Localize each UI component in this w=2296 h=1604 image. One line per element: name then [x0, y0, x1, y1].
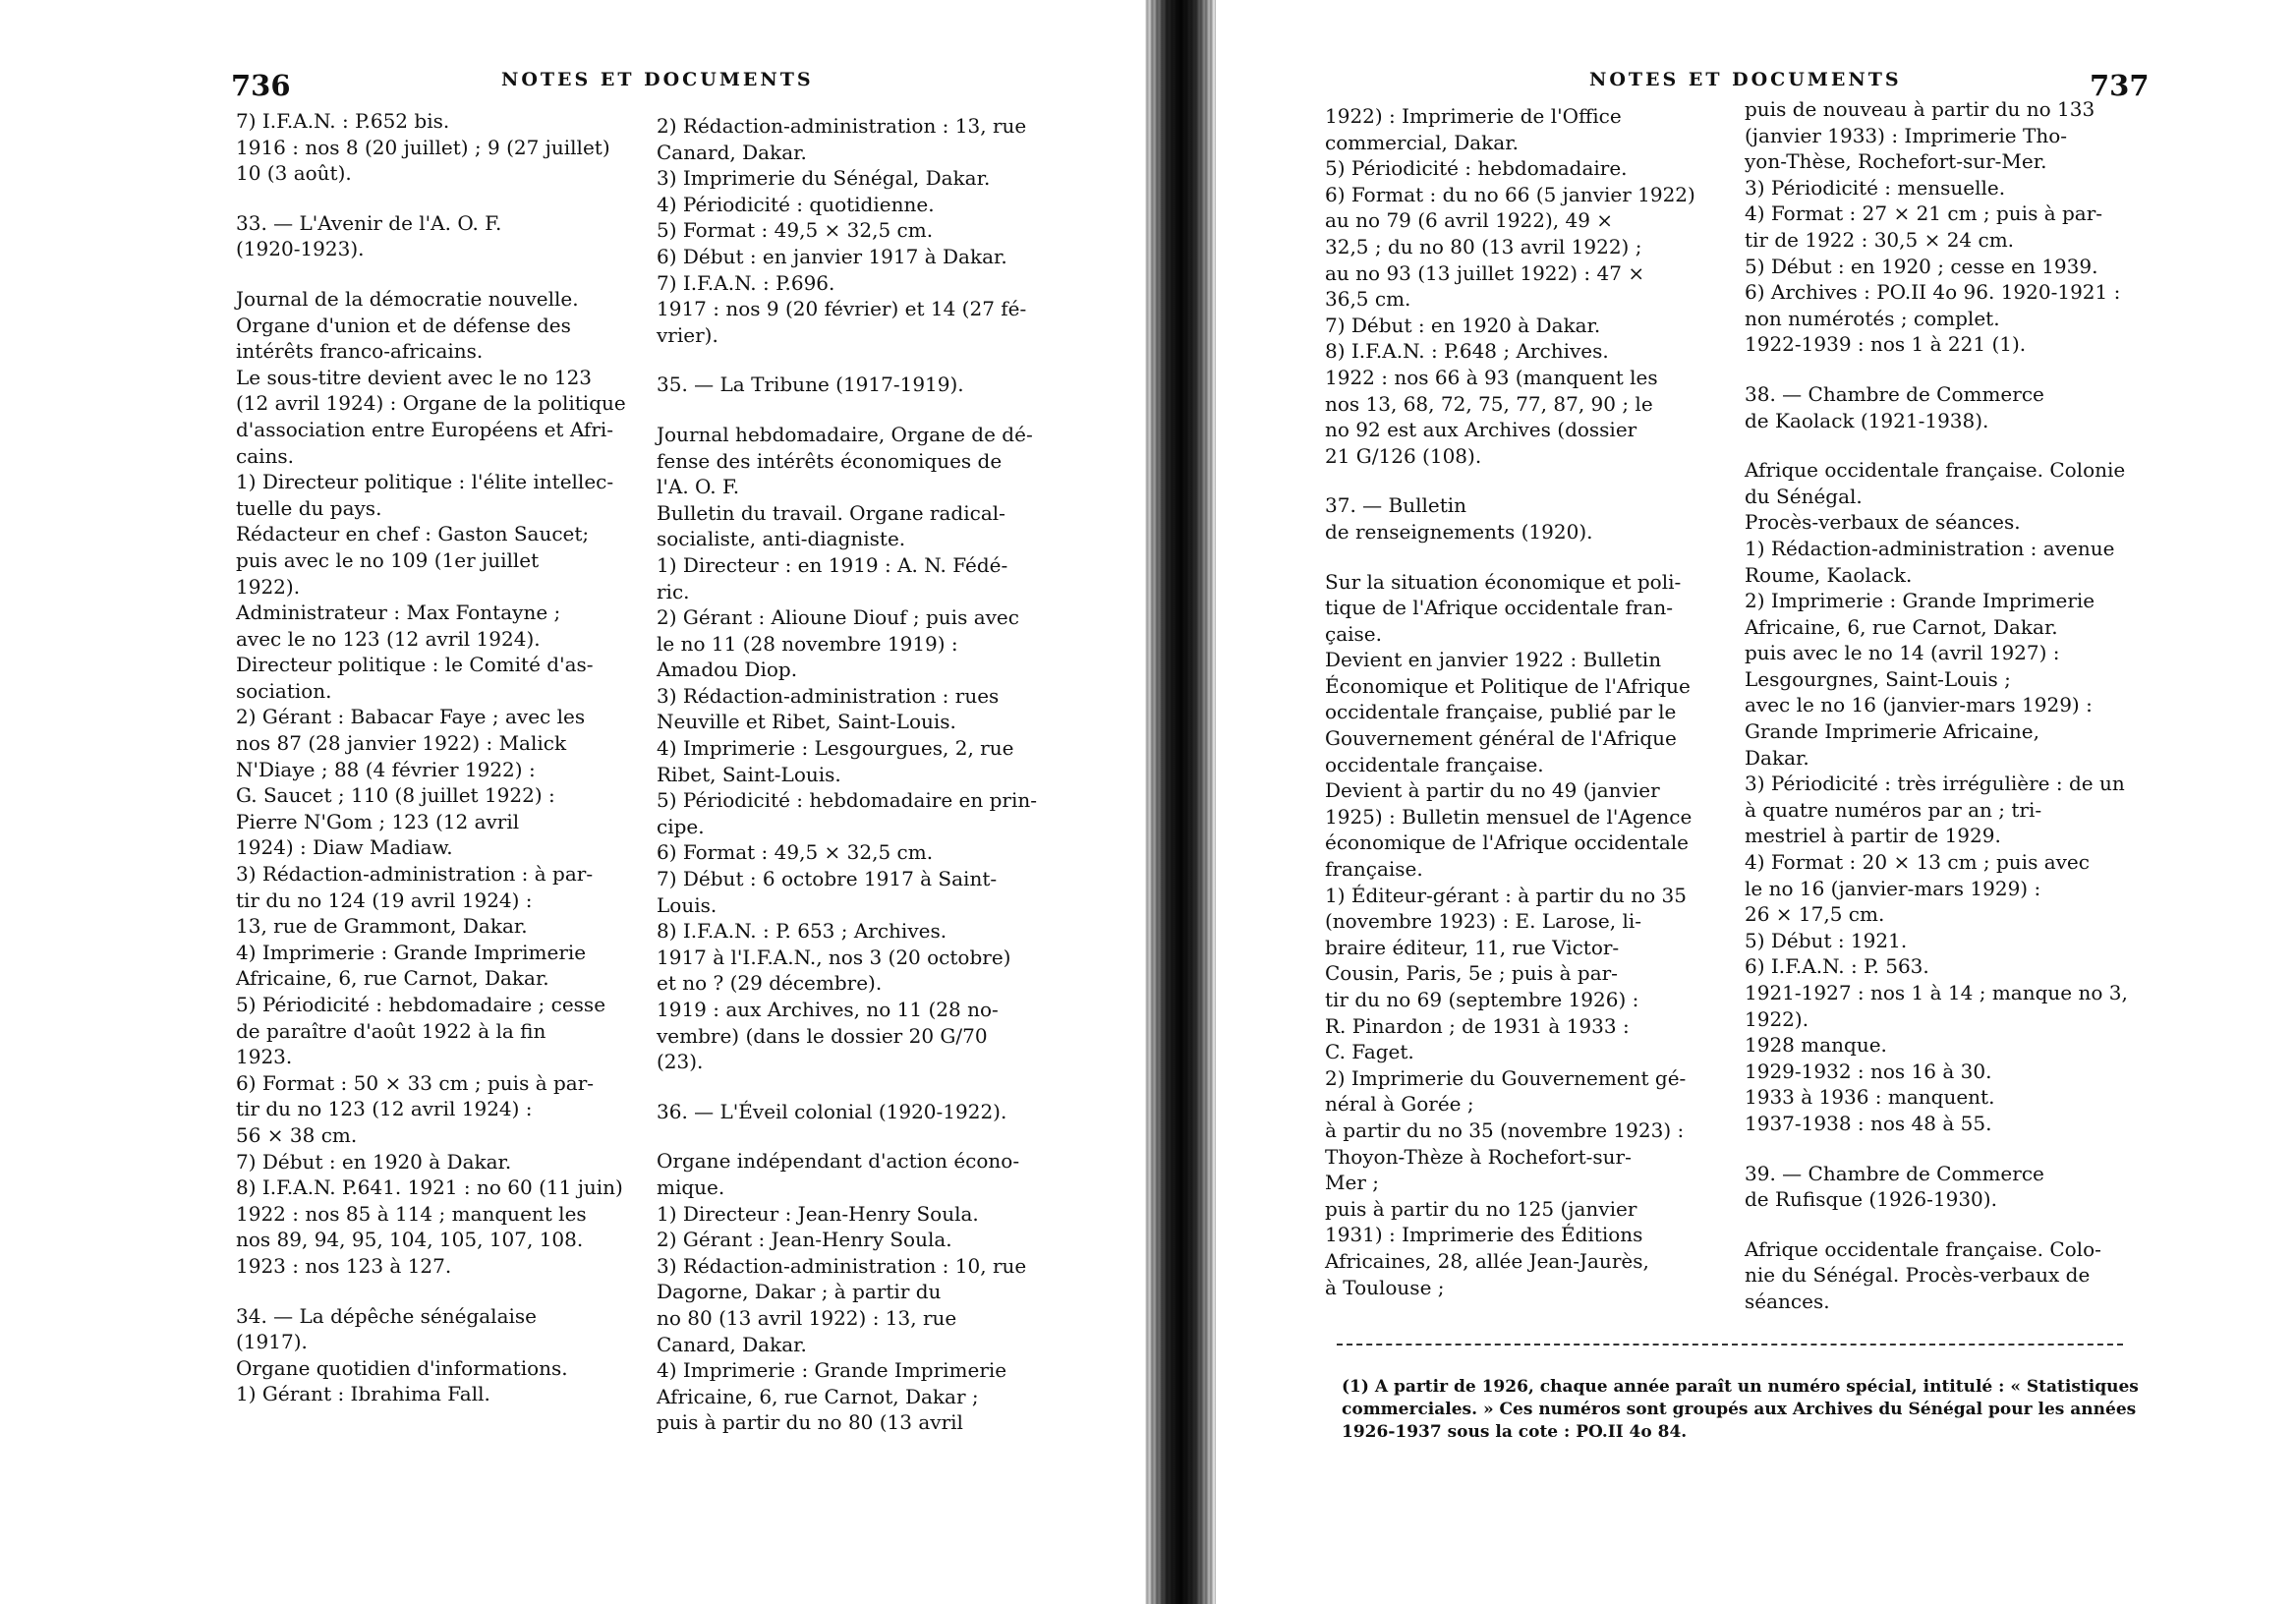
text-line: tir du no 123 (12 avril 1924) : — [236, 1097, 533, 1121]
text-line: puis avec le no 14 (avril 1927) : — [1745, 641, 2060, 665]
text-line: 4) Imprimerie : Grande Imprimerie — [657, 1358, 1007, 1383]
text-line: l'A. O. F. — [657, 475, 740, 499]
text-line: braire éditeur, 11, rue Victor- — [1325, 935, 1620, 959]
text-line: nos 13, 68, 72, 75, 77, 87, 90 ; le — [1325, 391, 1653, 416]
text-line: économique de l'Afrique occidentale — [1325, 831, 1690, 855]
text-line: 2) Imprimerie du Gouvernement gé- — [1325, 1065, 1687, 1090]
text-line: 5) Périodicité : hebdomadaire en prin- — [657, 788, 1038, 813]
text-line: 26 × 17,5 cm. — [1745, 902, 1885, 927]
text-line: 4) Format : 20 × 13 cm ; puis avec — [1745, 850, 2090, 875]
text-line: Pierre N'Gom ; 123 (12 avril — [236, 809, 520, 833]
text-line: au no 93 (13 juillet 1922) : 47 × — [1325, 260, 1645, 285]
text-line: 2) Gérant : Jean-Henry Soula. — [657, 1228, 952, 1252]
text-line: 1923. — [236, 1045, 293, 1069]
text-line: (novembre 1923) : E. Larose, li- — [1325, 909, 1642, 934]
text-line: Louis. — [657, 892, 718, 917]
text-line: 6) Début : en janvier 1917 à Dakar. — [657, 244, 1007, 268]
text-line: Gouvernement général de l'Afrique — [1325, 726, 1677, 751]
text-line: Journal de la démocratie nouvelle. — [236, 286, 579, 311]
text-line: 1924) : Diaw Madiaw. — [236, 835, 453, 860]
text-line: 1919 : aux Archives, no 11 (28 no- — [657, 998, 999, 1021]
text-line — [1325, 469, 1708, 492]
text-line: mique. — [657, 1174, 725, 1199]
text-line: 56 × 38 cm. — [236, 1122, 358, 1147]
text-line: 37. — Bulletin — [1325, 493, 1467, 518]
text-line: 1) Rédaction-administration : avenue — [1745, 536, 2115, 560]
text-line: commercial, Dakar. — [1325, 130, 1519, 154]
text-line: non numérotés ; complet. — [1745, 306, 2000, 330]
text-line: 3) Périodicité : très irrégulière : de un — [1745, 772, 2125, 796]
text-line: 1933 à 1936 : manquent. — [1745, 1085, 1995, 1110]
text-line: Mer ; — [1325, 1171, 1379, 1195]
text-line: 7) I.F.A.N. : P.696. — [657, 270, 835, 295]
text-line: 1931) : Imprimerie des Éditions — [1325, 1223, 1643, 1247]
text-line: Amadou Diop. — [657, 658, 798, 682]
text-line: 4) Périodicité : quotidienne. — [657, 192, 935, 216]
text-line: avec le no 123 (12 avril 1924). — [236, 626, 541, 651]
text-line: puis à partir du no 125 (janvier — [1325, 1196, 1637, 1221]
text-column-3 — [1325, 103, 1708, 1300]
text-line: 36,5 cm. — [1325, 287, 1411, 312]
text-line: à Toulouse ; — [1325, 1275, 1445, 1299]
text-line: intérêts franco-africains. — [236, 339, 484, 364]
text-line: de paraître d'août 1922 à la fin — [236, 1018, 546, 1043]
text-line: néral à Gorée ; — [1325, 1092, 1474, 1117]
text-line: Organe indépendant d'action écono- — [657, 1149, 1020, 1174]
text-line: 1916 : nos 8 (20 juillet) ; 9 (27 juillet) — [236, 135, 610, 159]
text-line: de renseignements (1920). — [1325, 519, 1593, 544]
text-line: 1922). — [236, 574, 301, 599]
text-line — [236, 1280, 639, 1303]
text-line: au no 79 (6 avril 1922), 49 × — [1325, 208, 1614, 233]
text-line: ric. — [657, 579, 690, 603]
text-line: 6) I.F.A.N. : P. 563. — [1745, 954, 1929, 979]
text-line: Neuville et Ribet, Saint-Louis. — [657, 710, 956, 734]
text-line: mestriel à partir de 1929. — [1745, 824, 2001, 848]
text-line: 7) Début : 6 octobre 1917 à Saint- — [657, 867, 998, 891]
text-line: 39. — Chambre de Commerce — [1745, 1161, 2044, 1185]
text-line: (1917). — [236, 1330, 308, 1354]
text-line — [1745, 1137, 2138, 1161]
text-line: 8) I.F.A.N. P.641. 1921 : no 60 (11 juin) — [236, 1175, 623, 1200]
text-line: française. — [1325, 857, 1423, 882]
text-line: Roume, Kaolack. — [1745, 562, 1913, 587]
text-line: 21 G/126 (108). — [1325, 443, 1482, 468]
text-line: de Rufisque (1926-1930). — [1745, 1187, 1997, 1212]
text-column-1 — [236, 108, 639, 1407]
text-line: 1923 : nos 123 à 127. — [236, 1253, 452, 1278]
text-line: 1922) : Imprimerie de l'Office — [1325, 104, 1622, 128]
text-line: 1928 manque. — [1745, 1033, 1887, 1058]
text-line: 13, rue de Grammont, Dakar. — [236, 914, 528, 939]
text-line: 1926-1937 sous la cote : PO.II 4o 84. — [1342, 1422, 1688, 1442]
text-line: Administrateur : Max Fontayne ; — [236, 601, 561, 625]
text-line: N'Diaye ; 88 (4 février 1922) : — [236, 757, 536, 781]
text-line: (1) A partir de 1926, chaque année paraît un numéro spécial, intitulé : « Statistiques — [1342, 1377, 2139, 1397]
text-line — [1745, 433, 2138, 457]
text-line: 1) Éditeur-gérant : à partir du no 35 — [1325, 883, 1687, 907]
text-line: R. Pinardon ; de 1931 à 1933 : — [1325, 1013, 1630, 1038]
text-line: 5) Début : en 1920 ; cesse en 1939. — [1745, 254, 2098, 278]
text-line: Rédacteur en chef : Gaston Saucet; — [236, 522, 590, 546]
text-line: à quatre numéros par an ; tri- — [1745, 797, 2042, 822]
text-line: 1925) : Bulletin mensuel de l'Agence — [1325, 804, 1693, 829]
text-line — [657, 1124, 1089, 1148]
text-line: Directeur politique : le Comité d'as- — [236, 653, 594, 677]
text-line: cipe. — [657, 814, 705, 838]
text-line: le no 16 (janvier-mars 1929) : — [1745, 876, 2041, 900]
text-line — [1325, 545, 1708, 569]
text-line: 7) Début : en 1920 à Dakar. — [1325, 313, 1601, 337]
text-line — [236, 262, 639, 286]
text-line: 2) Gérant : Alioune Diouf ; puis avec — [657, 605, 1019, 630]
text-line: 7) Début : en 1920 à Dakar. — [236, 1149, 512, 1174]
text-line: Afrique occidentale française. Colonie — [1745, 458, 2126, 483]
text-line — [1745, 358, 2138, 381]
text-line: 5) Début : 1921. — [1745, 928, 1908, 952]
text-line: 4) Imprimerie : Lesgourgues, 2, rue — [657, 736, 1014, 761]
text-line: tique de l'Afrique occidentale fran- — [1325, 596, 1673, 620]
text-line: nos 87 (28 janvier 1922) : Malick — [236, 731, 567, 756]
book-spine — [1145, 0, 1216, 1604]
text-line: vembre) (dans le dossier 20 G/70 — [657, 1023, 988, 1048]
text-line: le no 11 (28 novembre 1919) : — [657, 631, 958, 656]
text-line: 4) Format : 27 × 21 cm ; puis à par- — [1745, 201, 2103, 226]
text-line: du Sénégal. — [1745, 484, 1863, 508]
text-line — [236, 187, 639, 210]
text-line: 1922). — [1745, 1006, 1809, 1031]
text-line: Thoyon-Thèze à Rochefort-sur- — [1325, 1144, 1632, 1169]
text-line: 1917 à l'I.F.A.N., nos 3 (20 octobre) — [657, 945, 1011, 969]
text-line: Organe d'union et de défense des — [236, 313, 571, 337]
running-head-left: NOTES ET DOCUMENTS — [501, 69, 814, 90]
text-line: Sur la situation économique et poli- — [1325, 569, 1682, 594]
text-line: 5) Périodicité : hebdomadaire. — [1325, 156, 1628, 181]
text-line: 1) Directeur : Jean-Henry Soula. — [657, 1201, 979, 1226]
text-line: 3) Rédaction-administration : 10, rue — [657, 1253, 1027, 1278]
text-line: Lesgourgnes, Saint-Louis ; — [1745, 666, 2011, 691]
footnote-rule — [1337, 1344, 2123, 1346]
text-line: Canard, Dakar. — [657, 1332, 807, 1356]
text-line: no 80 (13 avril 1922) : 13, rue — [657, 1305, 957, 1330]
text-line: 1) Directeur politique : l'élite intellec- — [236, 470, 614, 494]
text-line: 32,5 ; du no 80 (13 avril 1922) ; — [1325, 234, 1642, 258]
text-line: sociation. — [236, 678, 332, 703]
text-line: 4) Imprimerie : Grande Imprimerie — [236, 940, 587, 964]
text-line: 3) Rédaction-administration : à par- — [236, 862, 594, 887]
text-line: 7) I.F.A.N. : P.652 bis. — [236, 109, 450, 133]
text-line: 1929-1932 : nos 16 à 30. — [1745, 1059, 1992, 1083]
text-column-4 — [1745, 96, 2138, 1315]
text-line: 6) Format : du no 66 (5 janvier 1922) — [1325, 182, 1695, 206]
text-line: d'association entre Européens et Afri- — [236, 417, 614, 441]
text-line: Canard, Dakar. — [657, 140, 807, 164]
text-line: 1922 : nos 85 à 114 ; manquent les — [236, 1201, 587, 1226]
page-number-left: 736 — [231, 69, 291, 102]
text-line — [657, 1075, 1089, 1099]
text-line: 2) Rédaction-administration : 13, rue — [657, 114, 1027, 138]
text-line: Africaine, 6, rue Carnot, Dakar. — [1745, 614, 2058, 639]
text-line: Devient à partir du no 49 (janvier — [1325, 778, 1660, 803]
running-head-right: NOTES ET DOCUMENTS — [1589, 69, 1902, 90]
text-line: et no ? (29 décembre). — [657, 971, 883, 996]
text-line: 35. — La Tribune (1917-1919). — [657, 372, 964, 397]
text-line: Le sous-titre devient avec le no 123 — [236, 365, 593, 389]
text-line: Africaines, 28, allée Jean-Jaurès, — [1325, 1248, 1649, 1273]
text-line: Grande Imprimerie Africaine, — [1745, 719, 2039, 744]
text-line: çaise. — [1325, 621, 1382, 646]
footnote — [1342, 1376, 2139, 1444]
text-line: tuelle du pays. — [236, 495, 382, 520]
text-line: 3) Périodicité : mensuelle. — [1745, 175, 2006, 200]
text-line: puis avec le no 109 (1er juillet — [236, 547, 540, 572]
text-line: occidentale française. — [1325, 752, 1544, 776]
text-line: Dakar. — [1745, 745, 1809, 770]
text-line: 1917 : nos 9 (20 février) et 14 (27 fé- — [657, 297, 1027, 321]
text-line: (12 avril 1924) : Organe de la politique — [236, 391, 626, 416]
text-line — [657, 398, 1089, 422]
text-line: Journal hebdomadaire, Organe de dé- — [657, 422, 1033, 446]
text-line: 33. — L'Avenir de l'A. O. F. — [236, 210, 502, 235]
text-line: à partir du no 35 (novembre 1923) : — [1325, 1117, 1685, 1142]
text-line: occidentale française, publié par le — [1325, 700, 1677, 724]
text-line: de Kaolack (1921-1938). — [1745, 408, 1989, 432]
text-line: (janvier 1933) : Imprimerie Tho- — [1745, 123, 2068, 147]
text-line: avec le no 16 (janvier-mars 1929) : — [1745, 693, 2093, 717]
text-line: 10 (3 août). — [236, 161, 352, 186]
text-line: 1937-1938 : nos 48 à 55. — [1745, 1111, 1992, 1135]
text-line: Afrique occidentale française. Colo- — [1745, 1236, 2101, 1261]
text-line: 2) Imprimerie : Grande Imprimerie — [1745, 589, 2095, 613]
text-line: 8) I.F.A.N. : P. 653 ; Archives. — [657, 919, 947, 944]
text-line: Devient en janvier 1922 : Bulletin — [1325, 648, 1662, 672]
text-line: 36. — L'Éveil colonial (1920-1922). — [657, 1099, 1007, 1123]
text-line: Procès-verbaux de séances. — [1745, 510, 2021, 535]
text-line: socialiste, anti-diagniste. — [657, 527, 906, 551]
text-line: (1920-1923). — [236, 237, 365, 261]
text-line: 1) Gérant : Ibrahima Fall. — [236, 1382, 490, 1406]
text-line — [657, 348, 1089, 372]
text-line: 1922 : nos 66 à 93 (manquent les — [1325, 365, 1658, 389]
text-line: 3) Imprimerie du Sénégal, Dakar. — [657, 166, 991, 191]
text-line: Africaine, 6, rue Carnot, Dakar. — [236, 966, 549, 991]
text-line: Africaine, 6, rue Carnot, Dakar ; — [657, 1384, 979, 1408]
text-line: 6) Format : 50 × 33 cm ; puis à par- — [236, 1070, 595, 1095]
text-line: tir du no 124 (19 avril 1924) : — [236, 888, 533, 912]
text-line: nie du Sénégal. Procès-verbaux de — [1745, 1263, 2091, 1288]
text-line: yon-Thèse, Rochefort-sur-Mer. — [1745, 149, 2047, 174]
text-line: 6) Archives : PO.II 4o 96. 1920-1921 : — [1745, 280, 2121, 305]
text-line: 5) Périodicité : hebdomadaire ; cesse — [236, 993, 606, 1016]
text-line: Cousin, Paris, 5e ; puis à par- — [1325, 961, 1618, 986]
text-line: Ribet, Saint-Louis. — [657, 762, 841, 786]
text-line — [1745, 1213, 2138, 1236]
text-line: 6) Format : 49,5 × 32,5 cm. — [657, 840, 934, 865]
text-line: 1921-1927 : nos 1 à 14 ; manque no 3, — [1745, 981, 2128, 1004]
text-column-2 — [657, 113, 1089, 1436]
text-line: 1) Directeur : en 1919 : A. N. Fédé- — [657, 552, 1008, 577]
text-line: 34. — La dépêche sénégalaise — [236, 1303, 537, 1328]
text-line: nos 89, 94, 95, 104, 105, 107, 108. — [236, 1228, 584, 1252]
text-line: tir de 1922 : 30,5 × 24 cm. — [1745, 227, 2015, 252]
text-line: commerciales. » Ces numéros sont groupés aux Archives du Sénégal pour les années — [1342, 1400, 2137, 1419]
text-line: 3) Rédaction-administration : rues — [657, 683, 1000, 708]
text-line: 8) I.F.A.N. : P.648 ; Archives. — [1325, 339, 1609, 364]
text-line: 38. — Chambre de Commerce — [1745, 381, 2044, 406]
text-line: cains. — [236, 443, 295, 468]
text-line: puis de nouveau à partir du no 133 — [1745, 97, 2095, 121]
text-line: 2) Gérant : Babacar Faye ; avec les — [236, 705, 586, 729]
text-line: puis à partir du no 80 (13 avril — [657, 1410, 963, 1435]
text-line: Bulletin du travail. Organe radical- — [657, 500, 1005, 525]
text-line: 5) Format : 49,5 × 32,5 cm. — [657, 218, 934, 243]
text-line: 1922-1939 : nos 1 à 221 (1). — [1745, 332, 2027, 357]
text-line: séances. — [1745, 1289, 1830, 1313]
text-line: tir du no 69 (septembre 1926) : — [1325, 988, 1639, 1011]
text-line: (23). — [657, 1050, 704, 1074]
text-line: G. Saucet ; 110 (8 juillet 1922) : — [236, 783, 555, 808]
text-line: fense des intérêts économiques de — [657, 448, 1003, 473]
text-line: vrier). — [657, 322, 718, 347]
text-line: Organe quotidien d'informations. — [236, 1355, 568, 1380]
page-number-right: 737 — [2090, 69, 2150, 102]
text-line: Économique et Politique de l'Afrique — [1325, 673, 1691, 698]
text-line: C. Faget. — [1325, 1040, 1414, 1064]
text-line: Dagorne, Dakar ; à partir du — [657, 1280, 942, 1304]
text-line: no 92 est aux Archives (dossier — [1325, 418, 1637, 442]
